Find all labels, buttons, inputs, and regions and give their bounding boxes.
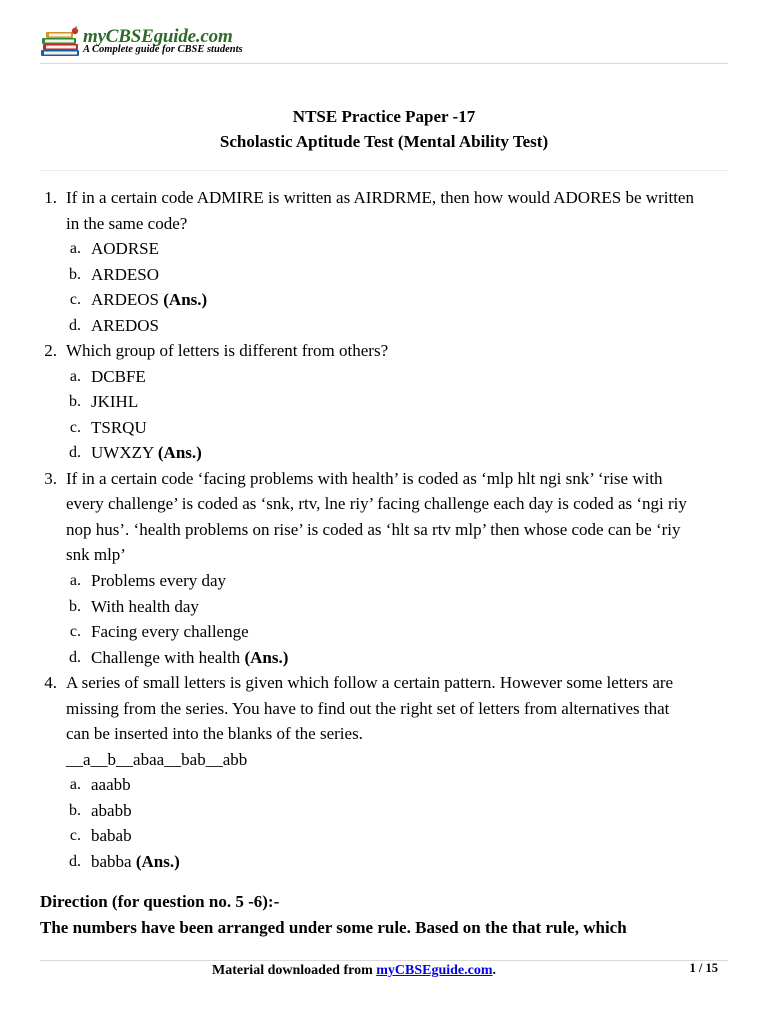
answer-marker: (Ans.) [157, 443, 202, 463]
header-divider [40, 63, 728, 64]
question-text-line: __a__b__abaa__bab__abb [66, 749, 248, 769]
option-label: d. [69, 316, 81, 334]
option-item [0, 262, 768, 288]
option-label: c. [69, 418, 81, 436]
site-logo-text: myCBSEguide.com [83, 26, 233, 47]
books-stack-icon [40, 26, 82, 58]
question-text-line: Which group of letters is different from others? [66, 341, 389, 361]
option-label: c. [69, 291, 81, 309]
question-number: 2. [44, 341, 57, 361]
option-item [0, 645, 768, 671]
question-number: 1. [44, 188, 57, 207]
option-item [0, 236, 768, 262]
option-item [0, 415, 768, 441]
direction-text: The numbers have been arranged under some rule. Based on the that rule, which [40, 917, 627, 937]
answer-marker: (Ans.) [244, 647, 289, 667]
option-text: AODRSE [91, 239, 160, 259]
option-label: a. [69, 776, 81, 794]
footer-divider [40, 960, 728, 961]
books-stack-icon-graphic [40, 26, 82, 58]
option-label: d. [69, 648, 81, 666]
option-label: b. [69, 393, 81, 411]
option-text: UWXZY [91, 443, 154, 463]
question-text-line: A series of small letters is given which follow a certain pattern. However some letters are [66, 673, 674, 693]
question-list [0, 185, 768, 874]
option-label: a. [69, 240, 81, 258]
option-label: b. [69, 801, 81, 819]
question-text-line: nop hus’. ‘health problems on rise’ is coded as ‘hlt sa rtv mlp’ then whose code can be ‘riy [66, 519, 681, 539]
option-label: c. [69, 827, 81, 845]
answer-marker: (Ans.) [163, 290, 208, 310]
option-label: a. [69, 367, 81, 385]
question-item [0, 185, 768, 338]
option-text: babab [91, 826, 132, 846]
footer-credit [212, 963, 496, 979]
answer-marker: (Ans.) [135, 851, 180, 871]
option-text: ARDEOS [91, 290, 160, 310]
question-text-line: every challenge’ is coded as ‘snk, rtv, lne riy’ facing challenge each day is coded as ‘ngi riy [66, 494, 687, 514]
option-item [0, 849, 768, 875]
question-item [0, 670, 768, 874]
footer-suffix: . [492, 963, 497, 978]
option-label: c. [69, 623, 81, 641]
option-item [0, 594, 768, 620]
option-text: JKIHL [91, 392, 139, 412]
option-text: AREDOS [91, 315, 160, 335]
option-item [0, 364, 768, 390]
option-text: Problems every day [91, 570, 227, 590]
question-text-line: If in a certain code ADMIRE is written as AIRDRME, then how would ADORES be written [66, 188, 694, 207]
question-item [0, 338, 768, 466]
page-number: 1 / 15 [689, 961, 718, 975]
question-text-line: in the same code? [66, 213, 188, 233]
option-text: ababb [91, 800, 132, 820]
option-label: b. [69, 265, 81, 283]
paper-title-line: NTSE Practice Paper -17 [292, 107, 476, 126]
option-text: ARDESO [91, 264, 160, 284]
option-text: Facing every challenge [91, 622, 249, 642]
question-number: 4. [44, 673, 57, 693]
option-item [0, 287, 768, 313]
direction-block [40, 889, 627, 940]
option-text: DCBFE [91, 366, 146, 386]
question-text-line: missing from the series. You have to find out the right set of letters from alternatives that [66, 698, 670, 718]
option-label: d. [69, 444, 81, 462]
option-text: With health day [91, 596, 199, 616]
question-text-line: If in a certain code ‘facing problems with health’ is coded as ‘mlp hlt ngi snk’ ‘rise with [66, 468, 663, 488]
option-item [0, 389, 768, 415]
option-text: aaabb [91, 775, 131, 795]
option-item [0, 313, 768, 339]
question-text-line: can be inserted into the blanks of the series. [66, 724, 363, 744]
title-divider [40, 170, 728, 171]
option-item [0, 619, 768, 645]
footer-link[interactable]: myCBSEguide.com [376, 963, 493, 978]
question-item [0, 466, 768, 670]
option-text: TSRQU [91, 417, 147, 437]
option-item [0, 440, 768, 466]
footer-prefix: Material downloaded from [212, 963, 373, 978]
direction-heading: Direction (for question no. 5 -6):- [40, 892, 280, 911]
option-item [0, 798, 768, 824]
site-logo-tagline: A Complete guide for CBSE students [83, 44, 243, 55]
option-label: a. [69, 571, 81, 589]
option-item [0, 772, 768, 798]
option-text: babba [91, 851, 132, 871]
option-item [0, 823, 768, 849]
option-item [0, 568, 768, 594]
paper-subtitle-line: Scholastic Aptitude Test (Mental Ability Test) [219, 132, 549, 151]
option-text: Challenge with health [91, 647, 241, 667]
paper-title [0, 104, 768, 154]
option-label: d. [69, 852, 81, 870]
option-label: b. [69, 597, 81, 615]
question-text-line: snk mlp’ [66, 545, 126, 565]
question-number: 3. [44, 468, 57, 488]
